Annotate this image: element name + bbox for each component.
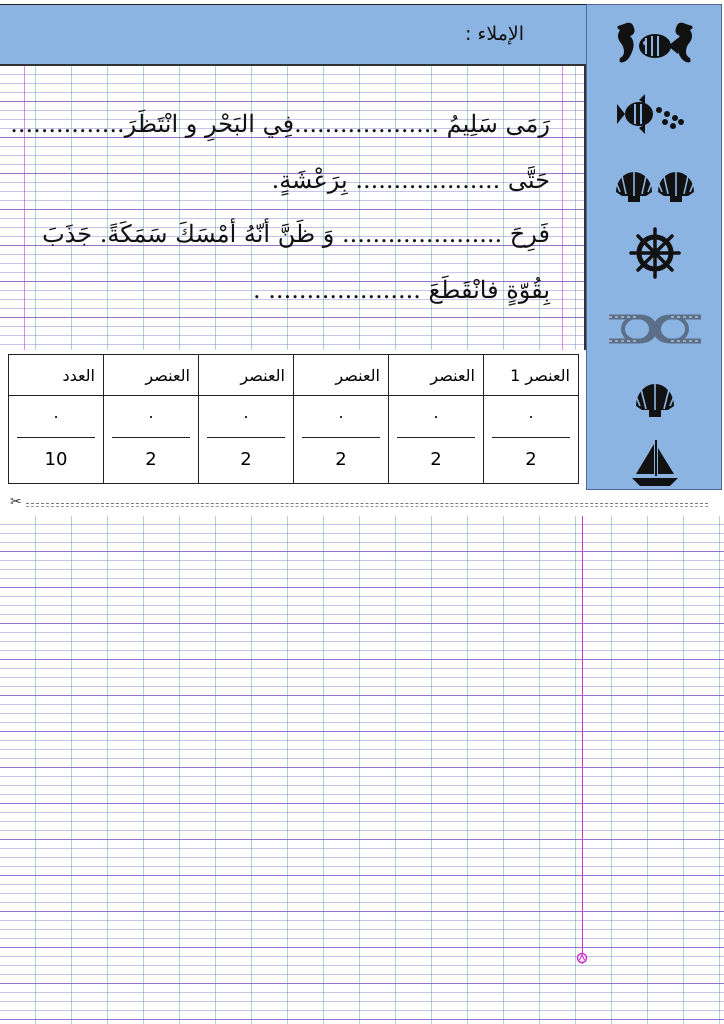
score-numerator: .: [433, 402, 439, 422]
writing-area: [0, 516, 724, 1024]
score-cell[interactable]: [389, 396, 484, 484]
score-numerator: .: [148, 402, 154, 422]
fraction-bar: [492, 437, 570, 438]
score-table: [8, 354, 579, 484]
score-row: [9, 396, 579, 484]
sailboat-icon: [587, 437, 723, 491]
total-numerator: .: [53, 402, 59, 422]
fraction-bar: [397, 437, 475, 438]
dictation-line-1: رَمَى سَلِيمُ ...................فِي البَحْرِ و انْتَظَرَ...............: [10, 110, 550, 138]
criterion-header: العنصر: [104, 355, 199, 396]
scissors-icon: ✂: [10, 494, 22, 510]
score-cell[interactable]: [199, 396, 294, 484]
margin-anchor-icon: [576, 952, 588, 964]
right-margin-line: [562, 66, 563, 350]
seashell-icon: [587, 375, 723, 425]
fraction-bar: [207, 437, 285, 438]
score-cell[interactable]: [104, 396, 199, 484]
score-denominator: 2: [430, 448, 442, 470]
score-section: [0, 350, 586, 490]
dictation-area: [0, 66, 586, 350]
seahorse-fish-icon: [587, 15, 723, 71]
fish-bubbles-icon: [587, 89, 723, 139]
dictation-line-3: فَرِحَ ..................... وَ ظَنَّ أنّهُ أمْسَكَ سَمَكَةً. جَذَبَ: [42, 220, 550, 248]
fraction-bar: [112, 437, 190, 438]
score-cell[interactable]: [294, 396, 389, 484]
total-header: العدد: [9, 355, 104, 396]
criterion-header: العنصر: [389, 355, 484, 396]
criterion-header: العنصر 1: [484, 355, 579, 396]
score-denominator: 2: [525, 448, 537, 470]
dictation-line-4: بِقُوّةٍ فانْقَطَعَ .................... .: [253, 276, 550, 304]
fraction-bar: [17, 437, 95, 438]
margin-line: [582, 516, 583, 964]
dictation-line-2: حَتَّى ................... بِرَعْشَةٍ.: [271, 166, 550, 194]
criterion-header: العنصر: [294, 355, 389, 396]
decorative-sidebar: [586, 4, 722, 490]
cut-line: [0, 496, 724, 512]
score-numerator: .: [243, 402, 249, 422]
left-margin-line: [24, 66, 25, 350]
score-cell[interactable]: [484, 396, 579, 484]
cut-dashes-secondary: [26, 506, 708, 507]
seashells-icon: [587, 159, 723, 209]
score-header-row: [9, 355, 579, 396]
score-denominator: 2: [145, 448, 157, 470]
score-denominator: 2: [335, 448, 347, 470]
fraction-bar: [302, 437, 380, 438]
page-title: الإملاء :: [464, 23, 524, 45]
ship-wheel-icon: [587, 227, 723, 279]
criterion-header: العنصر: [199, 355, 294, 396]
score-numerator: .: [338, 402, 344, 422]
cut-dashes: [26, 503, 708, 504]
total-denominator: 10: [44, 448, 68, 470]
rope-knot-icon: [587, 301, 723, 357]
header-bar: [0, 4, 586, 66]
score-denominator: 2: [240, 448, 252, 470]
score-numerator: .: [528, 402, 534, 422]
total-cell[interactable]: [9, 396, 104, 484]
